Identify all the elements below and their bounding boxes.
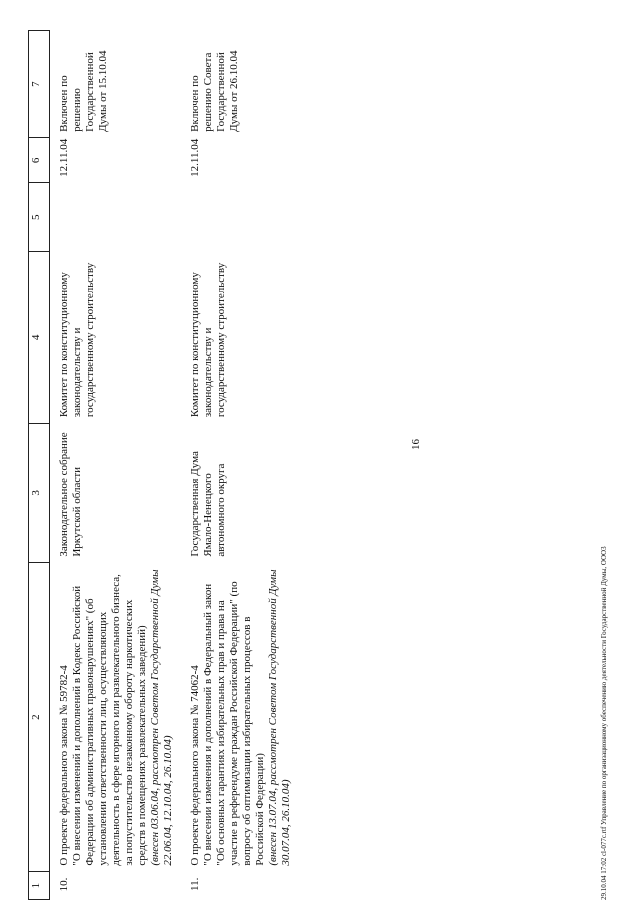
bill-title: О проекте федерального закона № 59782-4	[58, 665, 70, 866]
column-number-5: 5	[29, 183, 50, 252]
responsible-committee: Комитет по конституционному законодательству и государственному строительству	[58, 262, 96, 418]
row-number: 11.	[188, 877, 201, 891]
bill-title: О проекте федерального закона № 74062-4	[188, 665, 201, 866]
review-date: 12.11.04	[188, 138, 201, 177]
row-number: 10.	[58, 877, 70, 892]
bill-status: Включен по решению Совета Государственной Думы от 26.10.04	[188, 50, 240, 132]
header-row	[29, 31, 50, 900]
table-row	[181, 31, 299, 900]
bill-note: (внесен 13.07.04, рассмотрен Советом Государственной Думы 30.07.04, 26.10.04)	[266, 569, 292, 866]
bill-table	[28, 30, 298, 900]
column-5-cell	[50, 183, 181, 252]
bill-body: "О внесении изменений и дополнений в Кодекс Российской Федерации об административных правонарушениях" (об установлении ответственности лиц, осуществляющих деятельность в сфере игорного или развлекательного бизнеса, за попустительство незаконному обороту наркотических средств в помещениях развлекательных заведений)	[70, 574, 148, 866]
column-number-2: 2	[29, 563, 50, 872]
document-footer: 29.10.04 17:02 cl-077c.rtf Управление по организационному обеспечению деятельности Государственной Думы, ООО3	[600, 546, 608, 900]
bill-author: Государственная Дума Ямало-Ненецкого автономного округа	[188, 451, 227, 557]
bill-status: Включен по решению Государственной Думы от 15.10.04	[58, 50, 109, 132]
bill-body: "О внесении изменения и дополнений в Федеральный закон "Об основных гарантиях избирательных прав и права на участие в референдуме граждан Российской Федерации" (по вопросу об оптимизации избирательных процессов в Российской Федерации)	[201, 581, 266, 866]
rotated-document-page	[28, 30, 598, 900]
table-row	[50, 31, 181, 900]
column-number-6: 6	[29, 138, 50, 183]
page-number: 16	[410, 439, 422, 450]
review-date: 12.11.04	[58, 138, 70, 177]
responsible-committee: Комитет по конституционному законодательству и государственному строительству	[188, 262, 227, 418]
column-number-1: 1	[29, 872, 50, 900]
bill-author: Законодательное собрание Иркутской области	[58, 432, 83, 557]
bill-description	[181, 563, 299, 872]
column-number-4: 4	[29, 252, 50, 424]
bill-note: (внесен 03.06.04, рассмотрен Советом Государственной Думы 22.06.04, 12.10.04, 26.10.04)	[148, 569, 174, 866]
bill-description	[50, 563, 181, 872]
column-number-3: 3	[29, 423, 50, 562]
column-5-cell	[181, 183, 299, 252]
column-number-7: 7	[29, 31, 50, 138]
